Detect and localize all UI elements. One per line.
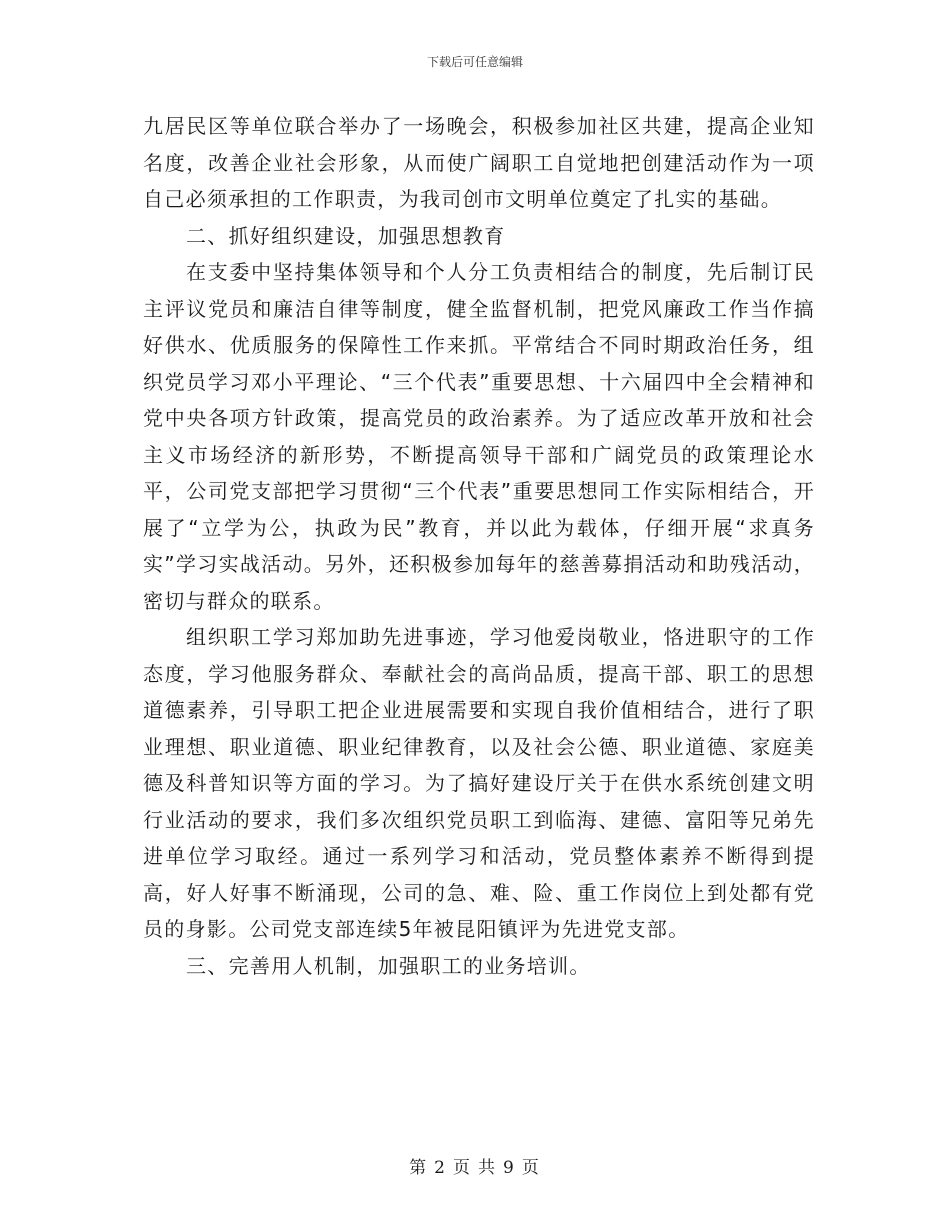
section-heading-3: 三、完善用人机制，加强职工的业务培训。 <box>186 953 591 978</box>
document-body <box>143 108 815 984</box>
header-note: 下载后可任意编辑 <box>426 55 523 69</box>
footer-label-page: 第 <box>409 1158 429 1178</box>
page-header <box>0 54 950 70</box>
footer-label-unit: 页 <box>453 1158 472 1178</box>
paragraph-organization: 在支委中坚持集体领导和个人分工负责相结合的制度，先后制订民主评议党员和廉洁自律等制度，健全监督机制，把党风廉政工作当作搞好供水、优质服务的保障性工作来抓。平常结合不同时期政治任务，组织党员学习邓小平理论、“三个代表”重要思想、十六届四中全会精神和党中央各项方针政策，提高党员的政治素养。为了适应改革开放和社会主义市场经济的新形势，不断提高领导干部和广阔党员的政策理论水平，公司党支部把学习贯彻“三个代表”重要思想同工作实际相结合，开展了“立学为公，执政为民”教育，并以此为载体，仔细开展“求真务实”学习实战活动。另外，还积极参加每年的慈善募捐活动和助残活动，密切与群众的联系。 <box>143 260 815 613</box>
footer-label-total: 共 <box>478 1158 497 1178</box>
page-footer <box>0 1153 950 1178</box>
paragraph-study: 组织职工学习郑加助先进事迹，学习他爱岗敬业，恪进职守的工作态度，学习他服务群众、奉献社会的高尚品质，提高干部、职工的思想道德素养，引导职工把企业进展需要和实现自我价值相结合，进行了职业理想、职业道德、职业纪律教育，以及社会公德、职业道德、家庭美德及科普知识等方面的学习。为了搞好建设厅关于在供水系统创建文明行业活动的要求，我们多次组织党员职工到临海、建德、富阳等兄弟先进单位学习取经。通过一系列学习和活动，党员整体素养不断得到提高，好人好事不断涌现，公司的急、难、险、重工作岗位上到处都有党员的身影。公司党支部连续5年被昆阳镇评为先进党支部。 <box>143 625 815 941</box>
paragraph-continuation: 九居民区等单位联合举办了一场晚会，积极参加社区共建，提高企业知名度，改善企业社会形象，从而使广阔职工自觉地把创建活动作为一项自己必须承担的工作职责，为我司创市文明单位奠定了扎实的基础。 <box>143 114 815 211</box>
footer-label-unit2: 页 <box>521 1158 541 1178</box>
footer-current-page: 2 <box>434 1158 447 1178</box>
section-heading-2: 二、抓好组织建设，加强思想教育 <box>186 223 506 248</box>
footer-total-pages: 9 <box>503 1158 516 1178</box>
